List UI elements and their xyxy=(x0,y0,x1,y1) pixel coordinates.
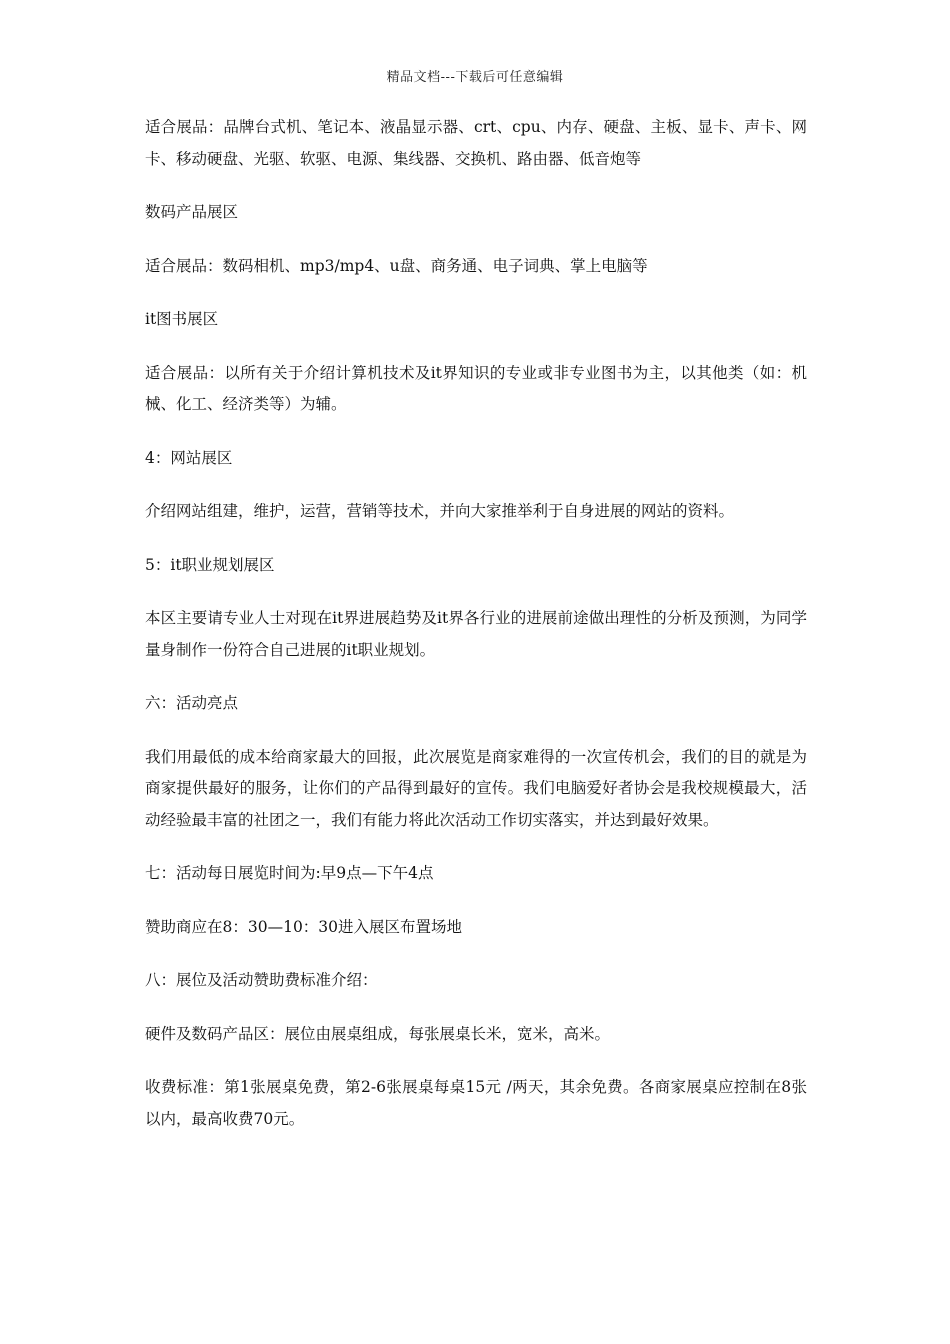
page-header: 精品文档---下载后可任意编辑 xyxy=(386,70,564,85)
paragraph-highlights: 我们用最低的成本给商家最大的回报，此次展览是商家难得的一次宣传机会，我们的目的就是为商家提供最好的服务，让你们的产品得到最好的宣传。我们电脑爱好者协会是我校规模最大，活动经验最丰富的社团之一，我们有能力将此次活动工作切实落实，并达到最好效果。 xyxy=(145,747,807,829)
paragraph-booth-composition: 硬件及数码产品区：展位由展桌组成，每张展桌长米，宽米，高米。 xyxy=(145,1024,611,1043)
paragraph-career-planning: 本区主要请专业人士对现在it界进展趋势及it界各行业的进展前途做出理性的分析及预测，为同学量身制作一份符合自己进展的it职业规划。 xyxy=(145,609,807,659)
heading-highlights: 六：活动亮点 xyxy=(145,694,239,712)
paragraph-website-zone: 介绍网站组建，维护，运营，营销等技术，并向大家推举利于自身进展的网站的资料。 xyxy=(145,502,735,520)
heading-it-books-zone: it图书展区 xyxy=(145,310,219,328)
paragraph-digital-exhibits: 适合展品：数码相机、mp3/mp4、u盘、商务通、电子词典、掌上电脑等 xyxy=(145,256,648,275)
paragraph-fee-standard: 收费标准：第1张展桌免费，第2-6张展桌每桌15元 /两天，其余免费。各商家展桌应控制在8张以内，最高收费70元。 xyxy=(145,1078,807,1128)
heading-career-planning-zone: 5：it职业规划展区 xyxy=(145,555,275,574)
paragraph-daily-hours: 七：活动每日展览时间为:早9点—下午4点 xyxy=(145,864,434,882)
heading-booth-fees: 八：展位及活动赞助费标准介绍： xyxy=(145,971,378,989)
paragraph-sponsor-setup: 赞助商应在8：30—10：30进入展区布置场地 xyxy=(145,917,463,936)
heading-digital-products-zone: 数码产品展区 xyxy=(145,203,239,221)
document-body xyxy=(145,112,807,1157)
paragraph-hardware-exhibits: 适合展品：品牌台式机、笔记本、液晶显示器、crt、cpu、内存、硬盘、主板、显卡、声卡、网卡、移动硬盘、光驱、软驱、电源、集线器、交换机、路由器、低音炮等 xyxy=(145,118,807,168)
paragraph-books-exhibits: 适合展品：以所有关于介绍计算机技术及it界知识的专业或非专业图书为主，以其他类（如：机械、化工、经济类等）为辅。 xyxy=(145,363,807,413)
heading-website-zone: 4：网站展区 xyxy=(145,448,233,467)
